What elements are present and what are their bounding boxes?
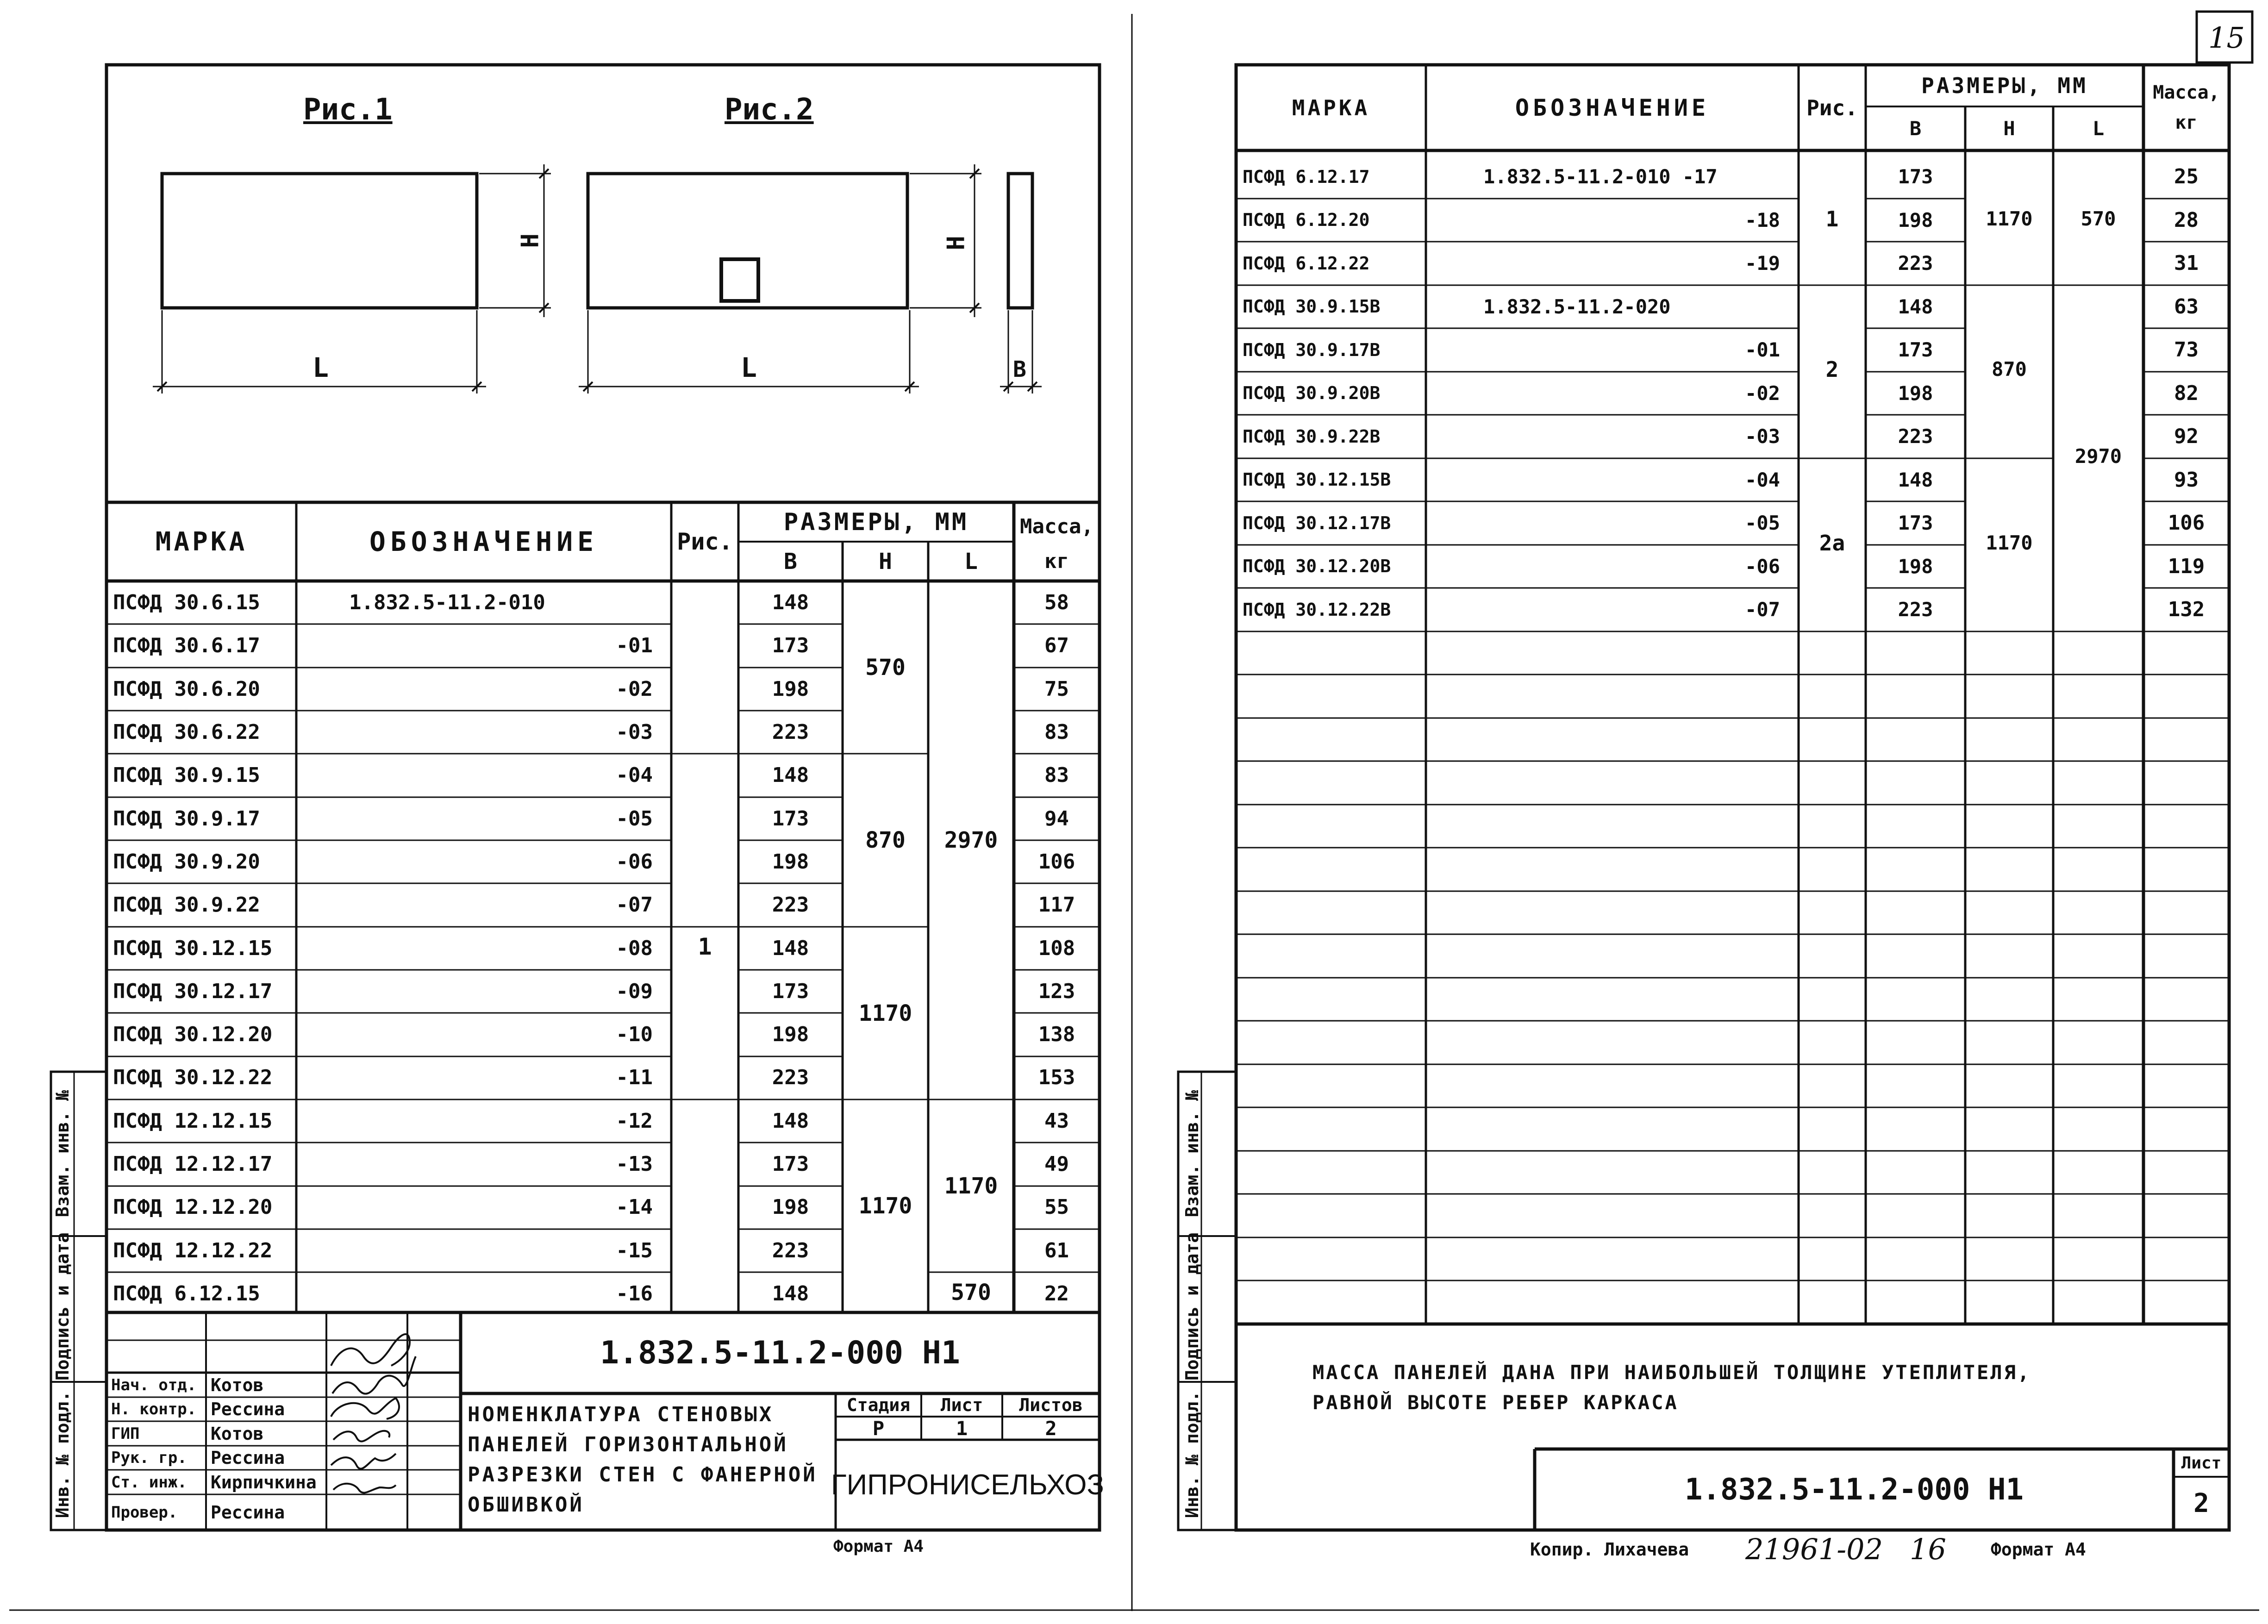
left-doc-title-line-3: РАЗРЕЗКИ СТЕН С ФАНЕРНОЙ — [468, 1463, 818, 1487]
right-side-label-sign: Подпись и дата — [1182, 1232, 1202, 1381]
row-b: 198 — [1898, 381, 1933, 405]
row-marka: ПСФД 30.12.20 — [113, 1023, 273, 1047]
row-marka: ПСФД 30.9.22В — [1243, 426, 1381, 447]
row-b: 148 — [772, 591, 809, 615]
row-designation: -07 — [1745, 598, 1780, 621]
note-line-1: МАССА ПАНЕЛЕЙ ДАНА ПРИ НАИБОЛЬШЕЙ ТОЛЩИНЕ УТЕПЛИТЕЛЯ, — [1312, 1361, 2031, 1384]
row-b: 173 — [772, 1152, 809, 1176]
left-format: Формат А4 — [833, 1537, 924, 1556]
row-b: 198 — [772, 1195, 809, 1219]
r-header-ris: Рис. — [1806, 95, 1858, 120]
row-b: 223 — [772, 893, 809, 917]
header-l: L — [964, 548, 978, 575]
r-header-b: В — [1909, 117, 1922, 140]
row-mass: 63 — [2174, 294, 2199, 319]
row-designation: -18 — [1745, 208, 1780, 231]
row-marka: ПСФД 30.12.17В — [1243, 512, 1391, 533]
header-mass: Масса, — [1020, 515, 1093, 538]
approval-name: Кирпичкина — [211, 1472, 317, 1493]
left-side-label-inv: Инв. № подл. — [52, 1391, 73, 1518]
header-sizes: РАЗМЕРЫ, ММ — [783, 508, 969, 536]
row-marka: ПСФД 30.9.15 — [113, 763, 260, 787]
row-marka: ПСФД 30.6.17 — [113, 634, 260, 658]
row-mass: 75 — [1044, 677, 1069, 701]
row-marka: ПСФД 30.6.22 — [113, 720, 260, 744]
row-marka: ПСФД 30.6.20 — [113, 677, 260, 701]
approval-role: Н. контр. — [111, 1400, 197, 1418]
sheets-value: 2 — [1045, 1417, 1057, 1440]
header-mass-unit: кг — [1044, 550, 1069, 573]
left-h-group-2: 870 — [865, 827, 906, 853]
row-designation: -16 — [616, 1281, 653, 1305]
header-ris: Рис. — [677, 528, 733, 555]
r-ris-group-3: 2а — [1819, 530, 1845, 556]
row-marka: ПСФД 30.12.17 — [113, 979, 273, 1003]
row-mass: 93 — [2174, 468, 2199, 492]
row-designation: -10 — [616, 1023, 653, 1047]
stamp-number: 21961-02 — [1745, 1532, 1883, 1566]
stage-label: Стадия — [846, 1395, 911, 1415]
row-mass: 83 — [1044, 720, 1069, 744]
row-mass: 138 — [1038, 1023, 1075, 1047]
approval-role: Провер. — [111, 1503, 178, 1522]
row-designation: -13 — [616, 1152, 653, 1176]
row-marka: ПСФД 30.12.15 — [113, 936, 273, 960]
page-number: 15 — [2208, 21, 2245, 55]
row-mass: 31 — [2174, 251, 2199, 275]
r-header-mass-unit: кг — [2175, 112, 2198, 133]
row-marka: ПСФД 30.9.22 — [113, 893, 260, 917]
row-marka: ПСФД 30.9.15В — [1243, 296, 1381, 317]
r-header-mass: Масса, — [2153, 82, 2220, 103]
row-designation: -03 — [1745, 425, 1780, 448]
r-header-l: L — [2092, 117, 2105, 140]
row-designation: -12 — [616, 1109, 653, 1133]
row-marka: ПСФД 12.12.17 — [113, 1152, 273, 1176]
row-mass: 94 — [1044, 806, 1069, 831]
dim-h-fig2: H — [942, 236, 970, 250]
row-b: 148 — [1898, 295, 1933, 318]
row-b: 198 — [772, 849, 809, 874]
row-mass: 73 — [2174, 338, 2199, 362]
row-b: 173 — [772, 806, 809, 831]
approval-role: ГИП — [111, 1424, 140, 1443]
row-marka: ПСФД 30.9.17В — [1243, 339, 1381, 360]
row-b: 148 — [772, 936, 809, 960]
row-marka: ПСФД 30.12.22 — [113, 1066, 273, 1090]
row-designation: 1.832.5-11.2-010 — [349, 591, 545, 615]
sheets-label: Листов — [1019, 1395, 1083, 1415]
row-b: 198 — [772, 677, 809, 701]
left-doc-code: 1.832.5-11.2-000 Н1 — [600, 1335, 960, 1371]
row-marka: ПСФД 12.12.15 — [113, 1109, 273, 1133]
r-header-designation: ОБОЗНАЧЕНИЕ — [1515, 94, 1710, 121]
row-mass: 106 — [2168, 511, 2205, 535]
header-marka: МАРКА — [155, 526, 248, 557]
row-designation: 1.832.5-11.2-020 — [1483, 295, 1671, 318]
row-b: 148 — [772, 1109, 809, 1133]
row-mass: 25 — [2174, 165, 2199, 189]
row-designation: -07 — [616, 893, 653, 917]
row-mass: 55 — [1044, 1195, 1069, 1219]
row-b: 198 — [1898, 208, 1933, 231]
row-designation: -03 — [616, 720, 653, 744]
row-marka: ПСФД 30.12.20В — [1243, 556, 1391, 577]
row-designation: -01 — [1745, 338, 1780, 362]
approval-role: Ст. инж. — [111, 1473, 187, 1492]
r-header-h: Н — [2003, 117, 2015, 140]
header-designation: ОБОЗНАЧЕНИЕ — [369, 526, 599, 557]
row-designation: -04 — [1745, 468, 1780, 491]
row-marka: ПСФД 12.12.20 — [113, 1195, 273, 1219]
approval-name: Котов — [211, 1423, 264, 1444]
row-designation: -19 — [1745, 252, 1780, 275]
left-ris-value: 1 — [698, 933, 712, 960]
row-b: 198 — [772, 1023, 809, 1047]
r-h-group-2: 870 — [1992, 358, 2027, 381]
row-marka: ПСФД 30.6.15 — [113, 591, 260, 615]
row-b: 173 — [772, 979, 809, 1003]
approval-name: Рессина — [211, 1399, 285, 1419]
left-doc-title-line-4: ОБШИВКОЙ — [468, 1493, 584, 1517]
row-designation: -06 — [616, 849, 653, 874]
row-mass: 49 — [1044, 1152, 1069, 1176]
stage-value: Р — [872, 1417, 885, 1440]
r-l-group-1: 570 — [2081, 207, 2116, 230]
dim-l-fig2: L — [741, 352, 757, 383]
left-l-group-1: 2970 — [944, 827, 998, 853]
row-designation: -08 — [616, 936, 653, 960]
row-designation: -05 — [1745, 512, 1780, 535]
row-mass: 61 — [1044, 1238, 1069, 1262]
row-b: 223 — [772, 1238, 809, 1262]
row-designation: -15 — [616, 1238, 653, 1262]
row-mass: 153 — [1038, 1066, 1075, 1090]
row-b: 148 — [1898, 468, 1933, 491]
row-marka: ПСФД 30.12.22В — [1243, 599, 1391, 620]
copied-by: Копир. Лихачева — [1530, 1539, 1689, 1560]
row-marka: ПСФД 6.12.15 — [113, 1281, 260, 1305]
row-mass: 132 — [2168, 598, 2205, 622]
row-b: 223 — [1898, 598, 1933, 621]
r-h-group-1: 1170 — [1986, 207, 2033, 230]
approval-name: Рессина — [211, 1448, 285, 1468]
approval-name: Рессина — [211, 1502, 285, 1523]
row-designation: -11 — [616, 1066, 653, 1090]
row-mass: 119 — [2168, 554, 2205, 578]
row-mass: 106 — [1038, 849, 1075, 874]
right-sheet-value: 2 — [2193, 1488, 2209, 1518]
approval-role: Рук. гр. — [111, 1449, 187, 1467]
row-b: 173 — [1898, 338, 1933, 362]
sheet-label: Лист — [940, 1395, 983, 1415]
row-mass: 67 — [1044, 634, 1069, 658]
dim-b-fig2: B — [1013, 356, 1026, 382]
row-b: 173 — [1898, 512, 1933, 535]
row-marka: ПСФД 6.12.22 — [1243, 253, 1370, 274]
row-b: 198 — [1898, 555, 1933, 578]
row-marka: ПСФД 30.9.20В — [1243, 383, 1381, 404]
figure-2-title: Рис.2 — [725, 93, 814, 127]
left-h-group-1: 570 — [865, 654, 906, 681]
right-format: Формат А4 — [1991, 1539, 2086, 1560]
dim-l-fig1: L — [312, 352, 329, 383]
right-doc-code: 1.832.5-11.2-000 Н1 — [1684, 1472, 2024, 1507]
row-marka: ПСФД 6.12.17 — [1243, 166, 1370, 187]
row-mass: 117 — [1038, 893, 1075, 917]
row-b: 223 — [1898, 252, 1933, 275]
r-header-marka: МАРКА — [1292, 95, 1370, 120]
row-mass: 22 — [1044, 1281, 1069, 1305]
row-designation: -06 — [1745, 555, 1780, 578]
stamp-page: 16 — [1910, 1532, 1946, 1566]
left-l-group-3: 570 — [951, 1279, 991, 1305]
row-mass: 82 — [2174, 381, 2199, 405]
row-mass: 123 — [1038, 979, 1075, 1003]
row-b: 148 — [772, 1281, 809, 1305]
left-h-group-3: 1170 — [858, 1000, 912, 1026]
left-doc-title-line-1: НОМЕНКЛАТУРА СТЕНОВЫХ — [468, 1403, 774, 1426]
figure-1-title: Рис.1 — [303, 93, 393, 127]
row-designation: 1.832.5-11.2-010 -17 — [1483, 165, 1718, 188]
row-designation: -09 — [616, 979, 653, 1003]
r-h-group-3: 1170 — [1986, 531, 2033, 554]
row-designation: -04 — [616, 763, 653, 787]
row-marka: ПСФД 6.12.20 — [1243, 210, 1370, 231]
row-b: 223 — [772, 1066, 809, 1090]
note-line-2: РАВНОЙ ВЫСОТЕ РЕБЕР КАРКАСА — [1312, 1391, 1679, 1414]
row-designation: -02 — [616, 677, 653, 701]
row-mass: 83 — [1044, 763, 1069, 787]
row-b: 173 — [772, 634, 809, 658]
row-b: 223 — [1898, 425, 1933, 448]
row-b: 173 — [1898, 165, 1933, 188]
header-b: В — [784, 548, 797, 575]
approval-role: Нач. отд. — [111, 1375, 197, 1394]
row-designation: -02 — [1745, 381, 1780, 405]
row-marka: ПСФД 30.9.20 — [113, 849, 260, 874]
row-mass: 28 — [2174, 208, 2199, 232]
row-designation: -05 — [616, 806, 653, 831]
row-mass: 43 — [1044, 1109, 1069, 1133]
dim-h-fig1: H — [516, 233, 544, 248]
row-marka: ПСФД 30.12.15В — [1243, 469, 1391, 490]
header-h: Н — [879, 548, 892, 575]
left-h-group-4: 1170 — [858, 1193, 912, 1219]
organization-name: ГИПРОНИСЕЛЬХОЗ — [831, 1469, 1104, 1501]
row-b: 148 — [772, 763, 809, 787]
left-side-label-vzam: Взам. инв. № — [52, 1090, 73, 1218]
r-ris-group-2: 2 — [1825, 356, 1839, 382]
r-l-group-2: 2970 — [2074, 444, 2122, 468]
row-designation: -14 — [616, 1195, 653, 1219]
left-l-group-2: 1170 — [944, 1173, 998, 1199]
row-marka: ПСФД 30.9.17 — [113, 806, 260, 831]
row-b: 223 — [772, 720, 809, 744]
row-mass: 92 — [2174, 425, 2199, 449]
row-mass: 108 — [1038, 936, 1075, 960]
right-side-label-vzam: Взам. инв. № — [1182, 1090, 1202, 1218]
right-sheet-label: Лист — [2181, 1453, 2222, 1473]
sheet-value: 1 — [956, 1417, 968, 1440]
row-designation: -01 — [616, 634, 653, 658]
row-marka: ПСФД 12.12.22 — [113, 1238, 273, 1262]
left-side-label-sign: Подпись и дата — [52, 1232, 73, 1381]
row-mass: 58 — [1044, 591, 1069, 615]
r-header-sizes: РАЗМЕРЫ, ММ — [1921, 73, 2088, 98]
r-ris-group-1: 1 — [1825, 206, 1839, 231]
approval-name: Котов — [211, 1374, 264, 1395]
right-side-label-inv: Инв. № подл. — [1182, 1391, 1202, 1518]
left-doc-title-line-2: ПАНЕЛЕЙ ГОРИЗОНТАЛЬНОЙ — [468, 1433, 788, 1456]
